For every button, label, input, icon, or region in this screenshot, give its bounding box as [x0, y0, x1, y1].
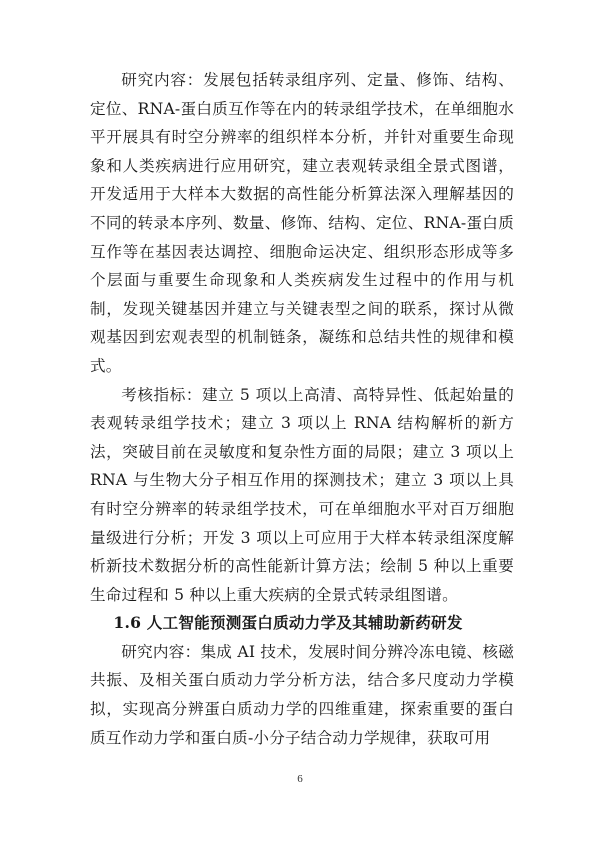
paragraph-research-content-protein-dynamics: 研究内容：集成 AI 技术，发展时间分辨冷冻电镜、核磁共振、及相关蛋白质动力学分析方法，结合多尺度动力学模拟，实现高分辨蛋白质动力学的四维重建，探索重要的蛋白质互作动力学和蛋白质-小分子结合动力学规律，获取可用: [90, 642, 514, 747]
paragraph-research-content-transcriptome: 研究内容：发展包括转录组序列、定量、修饰、结构、定位、RNA-蛋白质互作等在内的转录组学技术，在单细胞水平开展具有时空分辨率的组织样本分析，并针对重要生命现象和人类疾病进行应用研究，建立表观转录组全景式图谱，开发适用于大样本大数据的高性能分析算法深入理解基因的不同的转录本序列、数量、修饰、结构、定位、RNA-蛋白质互作等在基因表达调控、细胞命运决定、组织形态形成等多个层面与重要生命现象和人类疾病发生过程中的作用与机制，发现关键基因并建立与关键表型之间的联系，探讨从微观基因到宏观表型的机制链条，凝练和总结共性的规律和模式。: [90, 71, 514, 375]
paragraph-assessment-indicators: 考核指标：建立 5 项以上高清、高特异性、低起始量的表观转录组学技术；建立 3 项以上 RNA 结构解析的新方法，突破目前在灵敏度和复杂性方面的局限；建立 3 项以上 RNA 与生物大分子相互作用的探测技术；建立 3 项以上具有时空分辨率的转录组学技术，可在单细胞水平对百万细胞量级进行分析；开发 3 项以上可应用于大样本转录组深度解析新技术数据分析的高性能新计算方法；绘制 5 种以上重要生命过程和 5 种以上重大疾病的全景式转录组图谱。: [90, 385, 514, 604]
page-number: 6: [297, 773, 303, 785]
page-body: [90, 66, 514, 752]
section-heading: 1.6 人工智能预测蛋白质动力学及其辅助新药研发: [113, 613, 463, 633]
